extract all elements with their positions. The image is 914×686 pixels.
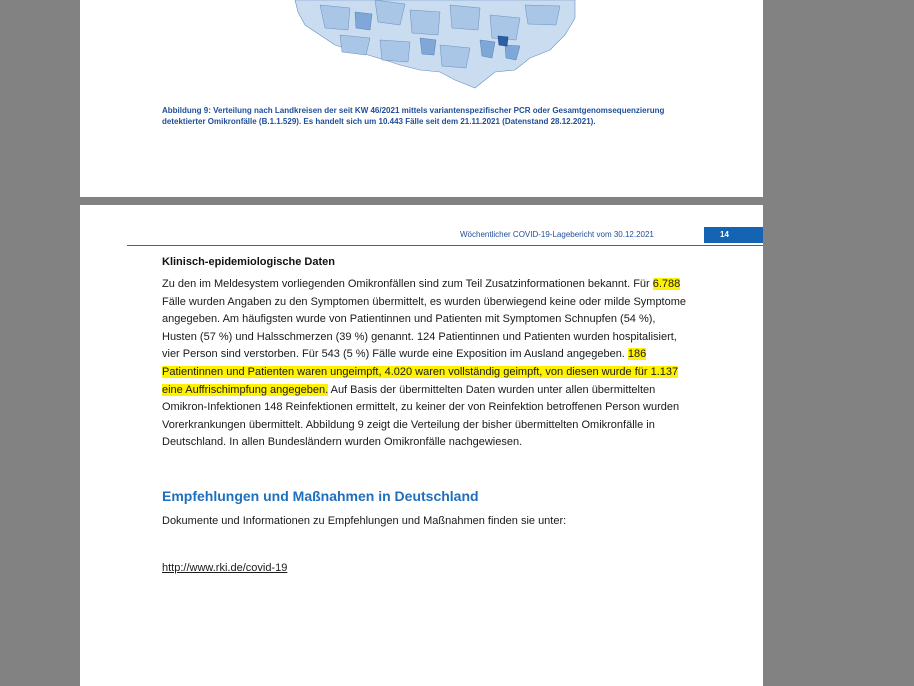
recommendations-text: Dokumente und Informationen zu Empfehlungen und Maßnahmen finden sie unter:: [162, 515, 567, 527]
running-header: Wöchentlicher COVID-19-Lagebericht vom 30.12.2021: [460, 230, 654, 239]
body-paragraph: [162, 276, 692, 452]
highlight-vaccination: 186 Patientinnen und Patienten waren ungeimpft, 4.020 waren vollständig geimpft, von diesen wurde für 1.137 eine Auffrischimpfung angegeben.: [162, 348, 679, 396]
paragraph-text-a: Zu den im Meldesystem vorliegenden Omikronfällen sind zum Teil Zusatzinformationen bekannt. Für: [162, 278, 653, 290]
highlighted-district: [498, 36, 508, 46]
rki-link[interactable]: http://www.rki.de/covid-19: [162, 562, 288, 574]
recommendations-heading: Empfehlungen und Maßnahmen in Deutschland: [162, 488, 479, 504]
paragraph-text-c: Auf Basis der übermittelten Daten wurden unter allen übermittelten Omikron-Infektionen 148 Reinfektionen ermittelt, zu keiner der von Reinfektion betroffenen Person wurden Vorerkrankungen übermittelt. Abbildung 9 zeigt die Verteilung der bisher übermittelten Omikronfälle in Deutschland. In allen Bundesländern wurden Omikronfälle nachgewiesen.: [162, 383, 680, 449]
germany-district-map: [280, 0, 590, 90]
page-number: 14: [704, 227, 763, 243]
caption-line-1: Abbildung 9: Verteilung nach Landkreisen der seit KW 46/2021 mittels variantenspezifischer PCR oder Gesamtgenomsequenzierung: [162, 106, 665, 115]
paragraph-text-b: Fälle wurden Angaben zu den Symptomen übermittelt, es wurden überwiegend keine oder milde Symptome angegeben. Am häufigsten wurde von Patientinnen und Patienten mit Symptomen Schnupfen (54 %), Husten (57 %) und Halsschmerzen (39 %) genannt. 124 Patientinnen und Patienten wurden hospitalisiert, vier Person sind verstorben. Für 543 (5 %) Fälle wurde eine Exposition im Ausland angegeben.: [162, 295, 687, 361]
section-heading: Klinisch-epidemiologische Daten: [162, 256, 335, 268]
highlight-6788: 6.788: [652, 278, 681, 290]
caption-line-2: detektierter Omikronfälle (B.1.1.529). Es handelt sich um 10.443 Fälle seit dem 21.11.2021 (Datenstand 28.12.2021).: [162, 117, 596, 126]
header-rule: [127, 245, 763, 246]
page-13: [80, 0, 763, 197]
page-14: [80, 205, 763, 686]
figure-caption: [162, 105, 722, 127]
